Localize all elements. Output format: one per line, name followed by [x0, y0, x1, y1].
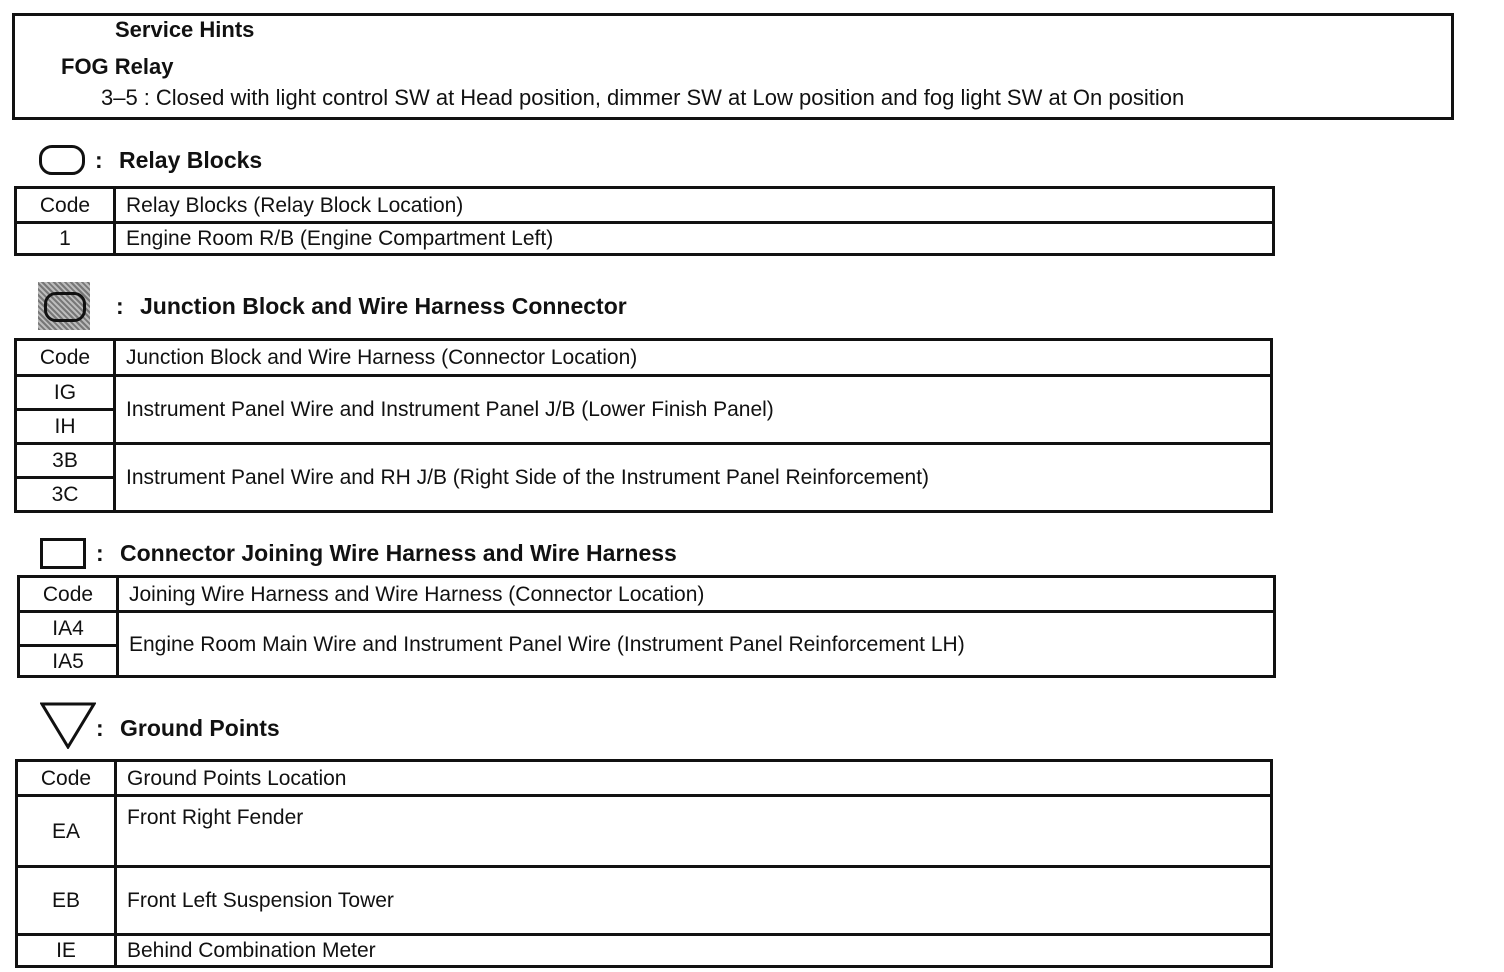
- desc-header: Ground Points Location: [116, 761, 1272, 796]
- junction-blocks-table: [14, 338, 1273, 513]
- heading-colon: :: [116, 292, 124, 319]
- desc-header: Relay Blocks (Relay Block Location): [115, 188, 1274, 223]
- table-row: [19, 612, 1275, 646]
- row-desc: Behind Combination Meter: [116, 935, 1272, 967]
- junction-blocks-heading: [38, 282, 627, 330]
- table-row: [16, 444, 1272, 478]
- table-row: [17, 935, 1272, 967]
- desc-header: Junction Block and Wire Harness (Connector Location): [115, 340, 1272, 376]
- table-row: [16, 376, 1272, 410]
- connectors-table: [17, 575, 1276, 678]
- row-code: IA5: [19, 646, 118, 677]
- relay-blocks-title: Relay Blocks: [119, 146, 263, 173]
- heading-colon: :: [96, 539, 104, 566]
- table-row: [17, 867, 1272, 935]
- heading-colon: :: [95, 146, 103, 173]
- code-header: Code: [16, 340, 115, 376]
- connectors-title: Connector Joining Wire Harness and Wire Harness: [120, 539, 677, 566]
- row-desc: Front Right Fender: [116, 796, 1272, 867]
- table-header-row: [19, 577, 1275, 612]
- service-hints-box: [12, 13, 1454, 120]
- row-code: IG: [16, 376, 115, 410]
- ground-points-title: Ground Points: [120, 714, 280, 741]
- row-code: IA4: [19, 612, 118, 646]
- code-header: Code: [17, 761, 116, 796]
- row-code: IE: [17, 935, 116, 967]
- table-header-row: [16, 340, 1272, 376]
- heading-colon: :: [96, 714, 104, 741]
- ground-points-table: [15, 759, 1273, 968]
- row-desc: Instrument Panel Wire and Instrument Panel J/B (Lower Finish Panel): [115, 376, 1272, 444]
- row-code: 3B: [16, 444, 115, 478]
- table-row: [17, 796, 1272, 867]
- code-header: Code: [19, 577, 118, 612]
- code-header: Code: [16, 188, 115, 223]
- relay-pins: 3–5: [101, 85, 138, 110]
- row-code: 1: [16, 223, 115, 255]
- rounded-rect-icon: [39, 145, 85, 175]
- relay-name: FOG Relay: [61, 54, 174, 79]
- junction-blocks-title: Junction Block and Wire Harness Connector: [140, 292, 627, 319]
- shaded-rounded-rect-icon: [38, 282, 90, 330]
- service-hints-title: Service Hints: [93, 16, 272, 44]
- table-row: [16, 223, 1274, 255]
- relay-blocks-heading: [15, 143, 262, 177]
- row-code: 3C: [16, 478, 115, 512]
- row-desc: Engine Room R/B (Engine Compartment Left): [115, 223, 1274, 255]
- table-header-row: [16, 188, 1274, 223]
- row-code: IH: [16, 410, 115, 444]
- ground-points-heading: [16, 704, 280, 752]
- row-desc: Instrument Panel Wire and RH J/B (Right Side of the Instrument Panel Reinforcement): [115, 444, 1272, 512]
- table-header-row: [17, 761, 1272, 796]
- connectors-heading: [16, 535, 677, 571]
- relay-condition-line: 3–5 : Closed with light control SW at Head position, dimmer SW at Low position and fog light SW at On position: [101, 85, 1185, 110]
- relay-condition: Closed with light control SW at Head position, dimmer SW at Low position and fog light SW at On position: [155, 85, 1185, 110]
- relay-blocks-table: [14, 186, 1275, 256]
- row-desc: Engine Room Main Wire and Instrument Panel Wire (Instrument Panel Reinforcement LH): [118, 612, 1275, 677]
- row-code: EB: [17, 867, 116, 935]
- downward-triangle-icon: [40, 701, 96, 749]
- row-code: EA: [17, 796, 116, 867]
- desc-header: Joining Wire Harness and Wire Harness (Connector Location): [118, 577, 1275, 612]
- row-desc: Front Left Suspension Tower: [116, 867, 1272, 935]
- rectangle-icon: [40, 538, 86, 569]
